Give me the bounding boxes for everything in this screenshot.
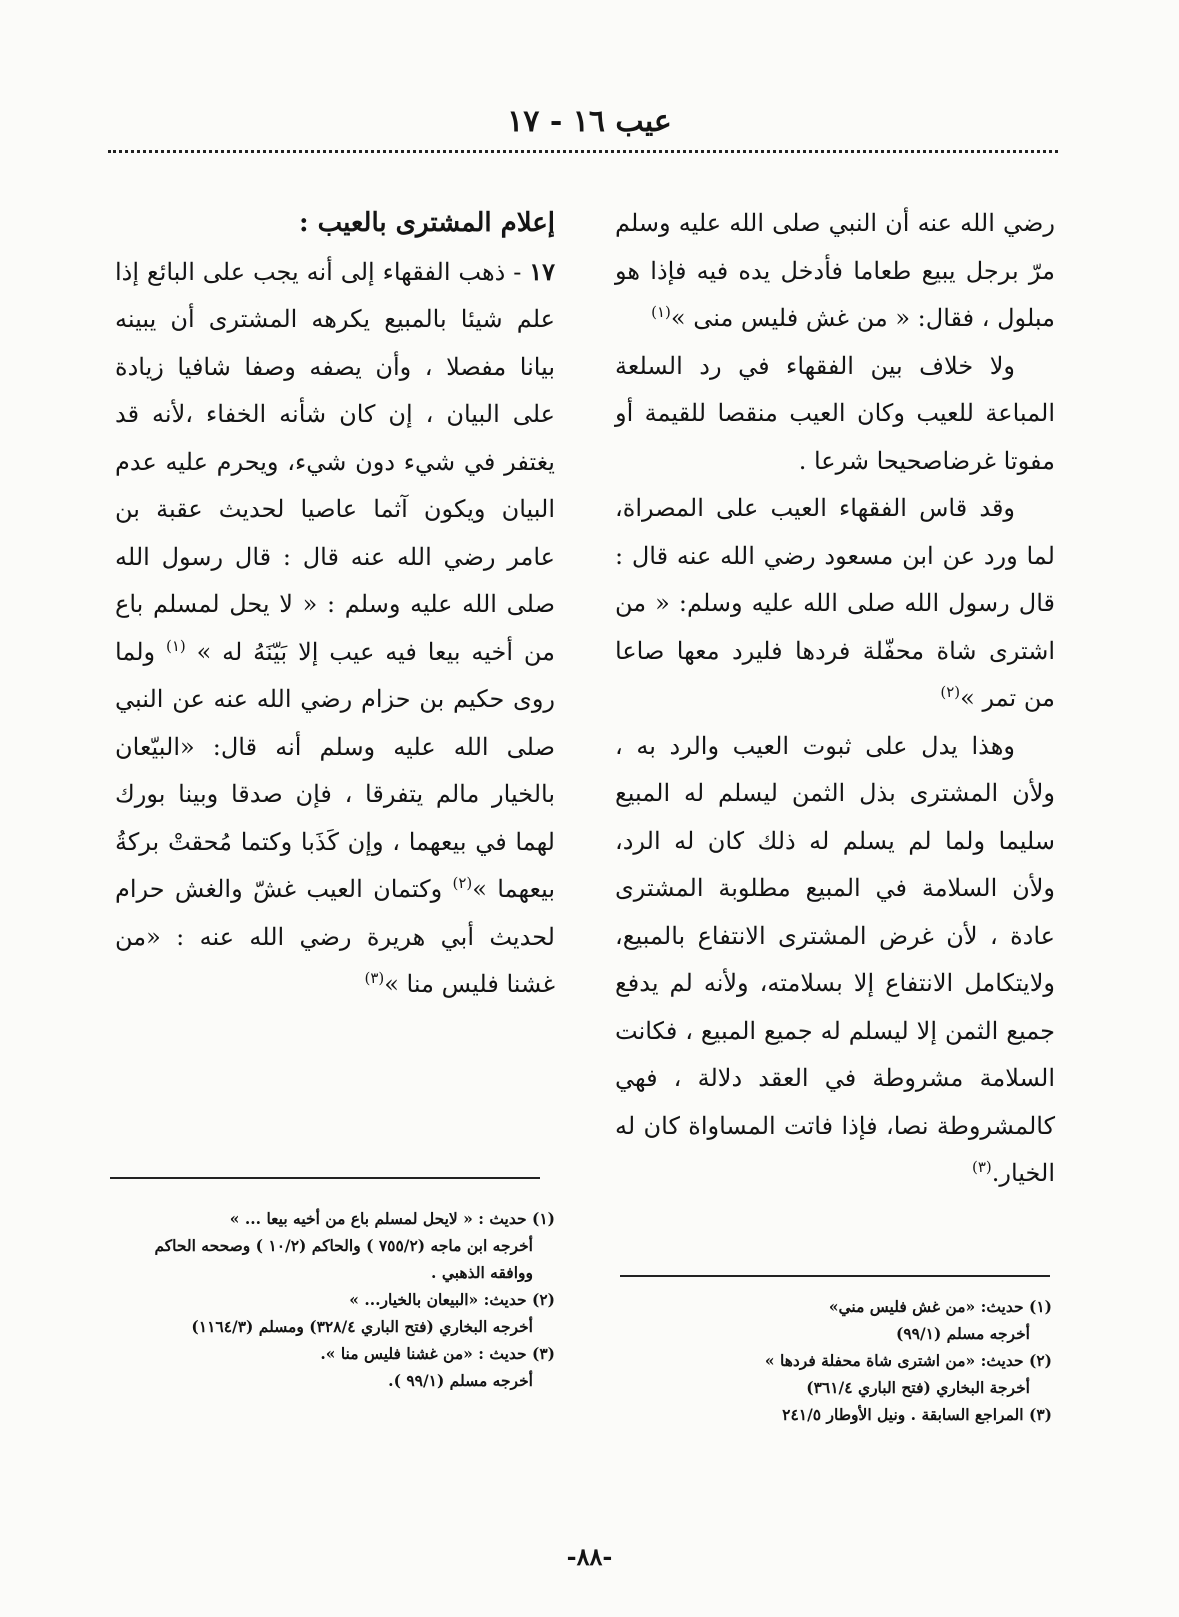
left-column: [115, 200, 555, 1009]
footnote-ref: (٣): [971, 1158, 992, 1176]
left-paragraph-1-cont2: وكتمان العيب غشّ والغش حرام لحديث أبي هريرة رضي الله عنه : «من غشنا فليس منا »: [115, 875, 555, 998]
footnote-ref: (٣): [364, 969, 385, 987]
footnotes-left: [115, 1205, 555, 1394]
footnote-3-right: (٣) المراجع السابقة . ونيل الأوطار ٢٤١/٥: [782, 1405, 1052, 1424]
header-dotted-rule: [108, 150, 1058, 153]
footnote-2-right-source: أخرجة البخاري (فتح الباري ٣٦١/٤): [806, 1378, 1030, 1397]
section-title: إعلام المشترى بالعيب :: [298, 208, 555, 238]
footnotes-right: [612, 1293, 1052, 1428]
footnote-3-left-source: أخرجه مسلم (٩٩/١ ).: [388, 1371, 533, 1390]
left-column-text: [115, 248, 555, 1009]
right-paragraph-2: ولا خلاف بين الفقهاء في رد السلعة المباعة للعيب وكان العيب منقصا للقيمة أو مفوتا غرضاصحيحا شرعا .: [615, 351, 1055, 475]
left-paragraph-1-text: - ذهب الفقهاء إلى أنه يجب على البائع إذا علم شيئا بالمبيع يكرهه المشترى أن يبينه بيانا مفصلا ، وأن يصفه وصفا شافيا زيادة على البيان ، إن كان شأنه الخفاء ،لأنه قد يغتفر في شيء دون شيء، ويحرم عليه عدم البيان ويكون آثما عاصيا لحديث عقبة بن عامر رضي الله عنه قال : قال رسول الله صلى الله عليه وسلم : « لا يحل لمسلم باع من أخيه بيعا فيه عيب إلا بَيّنَهُ له »: [115, 257, 555, 666]
footnote-divider-right: [620, 1275, 1050, 1277]
footnote-ref: (٢): [940, 683, 961, 701]
footnote-1-left: (١) حديث : « لايحل لمسلم باع من أخيه بيعا ... »: [229, 1209, 555, 1228]
page-number: -٨٨-: [566, 1542, 613, 1571]
right-paragraph-4: [615, 723, 1055, 1198]
footnote-ref: (١): [651, 303, 671, 321]
footnote-1-left-source: أخرجه ابن ماجه (٧٥٥/٢ ) والحاكم (١٠/٢ ) وصححه الحاكم ووافقه الذهبي .: [154, 1236, 533, 1282]
page-header-title: عيب ١٦ - ١٧: [507, 104, 672, 139]
footnote-1-right: (١) حديث: «من غش فليس مني»: [828, 1297, 1052, 1316]
left-paragraph-1: [115, 248, 555, 1009]
right-paragraph-1-text: رضي الله عنه أن النبي صلى الله عليه وسلم مرّ برجل يبيع طعاما فأدخل يده فيه فإذا هو مبلول ، فقال: « من غش فليس منى »: [615, 209, 1055, 332]
right-paragraph-3-text: وقد قاس الفقهاء العيب على المصراة، لما ورد عن ابن مسعود رضي الله عنه قال : قال رسول الله صلى الله عليه وسلم: « من اشترى شاة محفّلة فردها فليرد معها صاعا من تمر »: [615, 494, 1055, 712]
footnote-2-left: (٢) حديث: «البيعان بالخيار... »: [349, 1290, 555, 1309]
footnote-ref: (٢): [452, 874, 473, 892]
footnote-1-right-source: أخرجه مسلم (٩٩/١): [895, 1324, 1030, 1343]
footnote-2-right: (٢) حديث: «من اشترى شاة محفلة فردها »: [764, 1351, 1052, 1370]
right-column: [615, 200, 1055, 1198]
left-paragraph-1-cont: ولما روى حكيم بن حزام رضي الله عنه عن النبي صلى الله عليه وسلم أنه قال: «البيّعان بالخيار مالم يتفرقا ، فإن صدقا وبينا بورك لهما في بيعهما ، وإن كَذَبا وكتما مُحقتْ بركةُ بيعهما »: [115, 637, 556, 903]
paragraph-number: ١٧: [529, 256, 555, 286]
right-paragraph-1: [615, 200, 1055, 343]
right-paragraph-4-text: وهذا يدل على ثبوت العيب والرد به ، ولأن المشترى بذل الثمن ليسلم له المبيع سليما ولما لم يسلم له ذلك كان له الرد، ولأن السلامة في المبيع مطلوبة المشترى عادة ، لأن غرض المشترى الانتفاع بالمبيع، ولايتكامل الانتفاع إلا بسلامته، ولأنه لم يدفع جميع الثمن إلا ليسلم له جميع المبيع ، فكانت السلامة مشروطة في العقد دلالة ، فهي كالمشروطة نصا، فإذا فاتت المساواة كان له الخيار.: [615, 731, 1055, 1187]
right-column-text: [615, 200, 1055, 1198]
footnote-ref: (١): [165, 636, 186, 655]
footnote-2-left-source: أخرجه البخاري (فتح الباري ٣٢٨/٤) ومسلم (١١٦٤/٣): [191, 1317, 533, 1336]
footnote-divider-left: [110, 1177, 540, 1179]
right-paragraph-3: [615, 485, 1055, 723]
footnote-3-left: (٣) حديث : «من غشنا فليس منا ».: [320, 1344, 555, 1363]
